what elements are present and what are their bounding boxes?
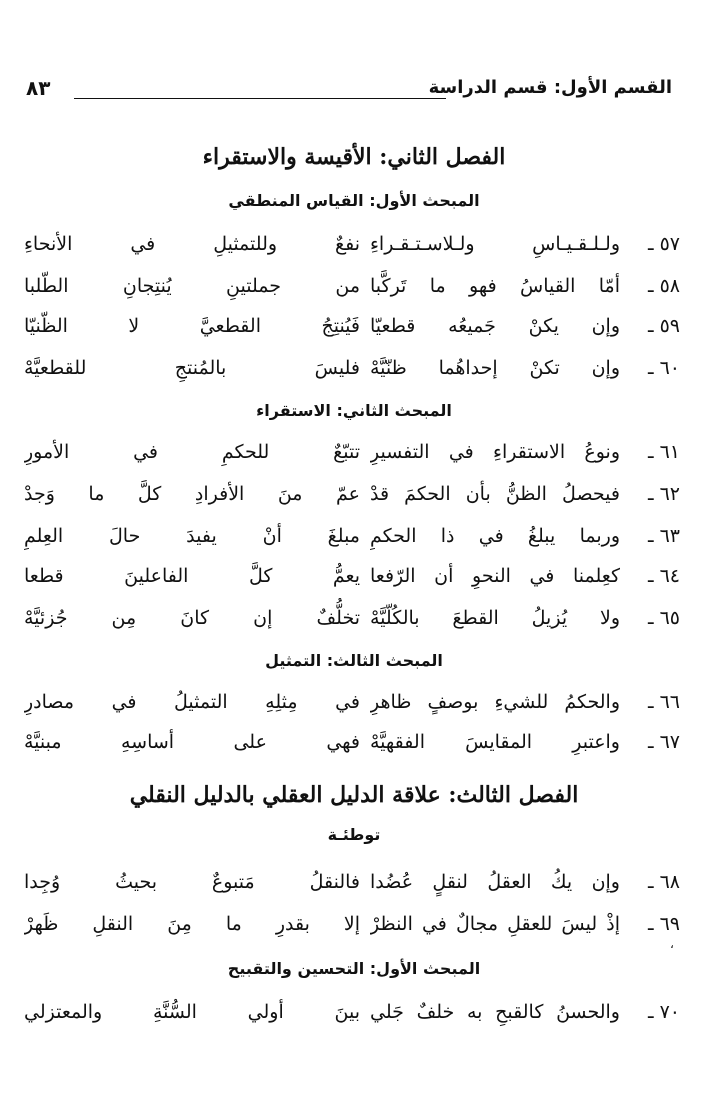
verse-number: ٦٥ ـ [647, 607, 680, 629]
verse-line [24, 474, 680, 514]
verse-line [24, 266, 680, 306]
verse-second-hemistich: مبلغَ أنْ يفيدَ حالَ العِلمِ [24, 525, 360, 547]
verse-second-hemistich: في مِثلِهِ التمثيلُ في مصادرِ [24, 691, 360, 713]
chapter-title: الفصل الثالث: علاقة الدليل العقلي بالدليل النقلي [129, 782, 579, 808]
verse-first-hemistich: فيحصلُ الظنُّ بأن الحكمَ قدْ [370, 483, 620, 505]
verse-number: ٦٧ ـ [647, 731, 680, 753]
verse-second-hemistich: نفعٌ وللتمثيلِ في الأنحاءِ [24, 233, 360, 255]
verse-line [24, 682, 680, 722]
verse-line [24, 598, 680, 638]
verse-first-hemistich: واعتبرِ المقايسَ الفقهيَّهْ [370, 731, 620, 753]
verse-number: ٦٢ ـ [647, 483, 680, 505]
section-heading: المبحث الأول: التحسين والتقبيح [227, 959, 481, 978]
verse-number: ٥٩ ـ [647, 315, 680, 337]
verse-first-hemistich: ولـلـقـيـاسِ ولـلاسـتـقـراءِ [370, 233, 620, 255]
verse-second-hemistich: تخلُّفٌ إن كانَ مِن جُزئيَّهْ [24, 607, 360, 629]
verse-second-hemistich: فهي على أساسِهِ مبنيَّهْ [24, 731, 360, 753]
section-heading: المبحث الأول: القياس المنطقي [228, 191, 480, 210]
verse-second-hemistich: يعمُّ كلَّ الفاعلينَ قطعا [24, 565, 360, 587]
verse-second-hemistich: عمّ منَ الأفرادِ كلَّ ما وَجدْ [24, 483, 360, 505]
section-heading: توطئـة [327, 825, 381, 844]
verse-number: ٦٨ ـ [647, 871, 680, 893]
verse-number: ٥٨ ـ [647, 275, 680, 297]
verse-line [24, 348, 680, 388]
verse-second-hemistich: إلا بقدرِ ما مِنَ النقلِ ظَهرْ [24, 913, 360, 935]
verse-second-hemistich: من جملتينِ يُنتِجانِ الطّلبا [24, 275, 360, 297]
verse-first-hemistich: وإن يكنْ جَميعُه قطعيّا [370, 315, 620, 337]
verse-line [24, 556, 680, 596]
section-heading: المبحث الثاني: الاستقراء [256, 401, 452, 420]
section-heading: المبحث الثالث: التمثيل [265, 651, 443, 670]
verse-number: ٦٣ ـ [647, 525, 680, 547]
verse-line [24, 992, 680, 1032]
verse-number: ٦٤ ـ [647, 565, 680, 587]
verse-line [24, 432, 680, 472]
verse-second-hemistich: تتبّعٌ للحكمِ في الأمورِ [24, 441, 360, 463]
verse-first-hemistich: أمّا القياسُ فهو ما تَركَّبا [370, 275, 620, 297]
verse-number: ٥٧ ـ [647, 233, 680, 255]
verse-number: ٦١ ـ [647, 441, 680, 463]
header-rule [74, 98, 446, 99]
verse-line [24, 224, 680, 264]
verse-line [24, 722, 680, 762]
verse-first-hemistich: وإن تكنْ إحداهُما ظنّيَّهْ [370, 357, 620, 379]
verse-line [24, 516, 680, 556]
verse-first-hemistich: والحسنُ كالقبحِ به خلفٌ جَلي [370, 1001, 620, 1023]
verse-number: ٦٠ ـ [647, 357, 680, 379]
verse-second-hemistich: بينَ أولي السُّنَّةِ والمعتزلي [24, 1001, 360, 1023]
page-number: ٨٣ [26, 76, 51, 100]
running-header [26, 74, 672, 106]
verse-second-hemistich: فالنقلُ مَتبوعٌ بحيثُ وُجِدا [24, 871, 360, 893]
verse-line [24, 862, 680, 902]
verse-second-hemistich: فَيُنتِجُ القطعيَّ لا الظّنيّا [24, 315, 360, 337]
verse-number: ٦٦ ـ [647, 691, 680, 713]
verse-first-hemistich: إذْ ليسَ للعقلِ مجالٌ في النظرْ [370, 913, 620, 935]
verse-first-hemistich: كعِلمنا في النحوِ أن الرّفعا [370, 565, 620, 587]
verse-line [24, 306, 680, 346]
verse-first-hemistich: ونوعُ الاستقراءِ في التفسيرِ [370, 441, 620, 463]
verse-line [24, 904, 680, 944]
verse-number: ٦٩ ـ [647, 913, 680, 935]
verse-number: ٧٠ ـ [647, 1001, 680, 1023]
verse-first-hemistich: ولا يُزيلُ القطعَ بالكُلّيَّهْ [370, 607, 620, 629]
stray-print-mark: ، [670, 937, 674, 951]
verse-first-hemistich: وربما يبلغُ في ذا الحكمِ [370, 525, 620, 547]
running-header-section: القسم الأول: قسم الدراسة [428, 77, 672, 98]
chapter-title: الفصل الثاني: الأقيسة والاستقراء [202, 144, 506, 170]
verse-second-hemistich: فليسَ بالمُنتجِ للقطعيَّهْ [24, 357, 360, 379]
verse-first-hemistich: والحكمُ للشيءِ بوصفٍ ظاهرِ [370, 691, 620, 713]
verse-first-hemistich: وإن يكُ العقلُ لنقلٍ عُضُدا [370, 871, 620, 893]
